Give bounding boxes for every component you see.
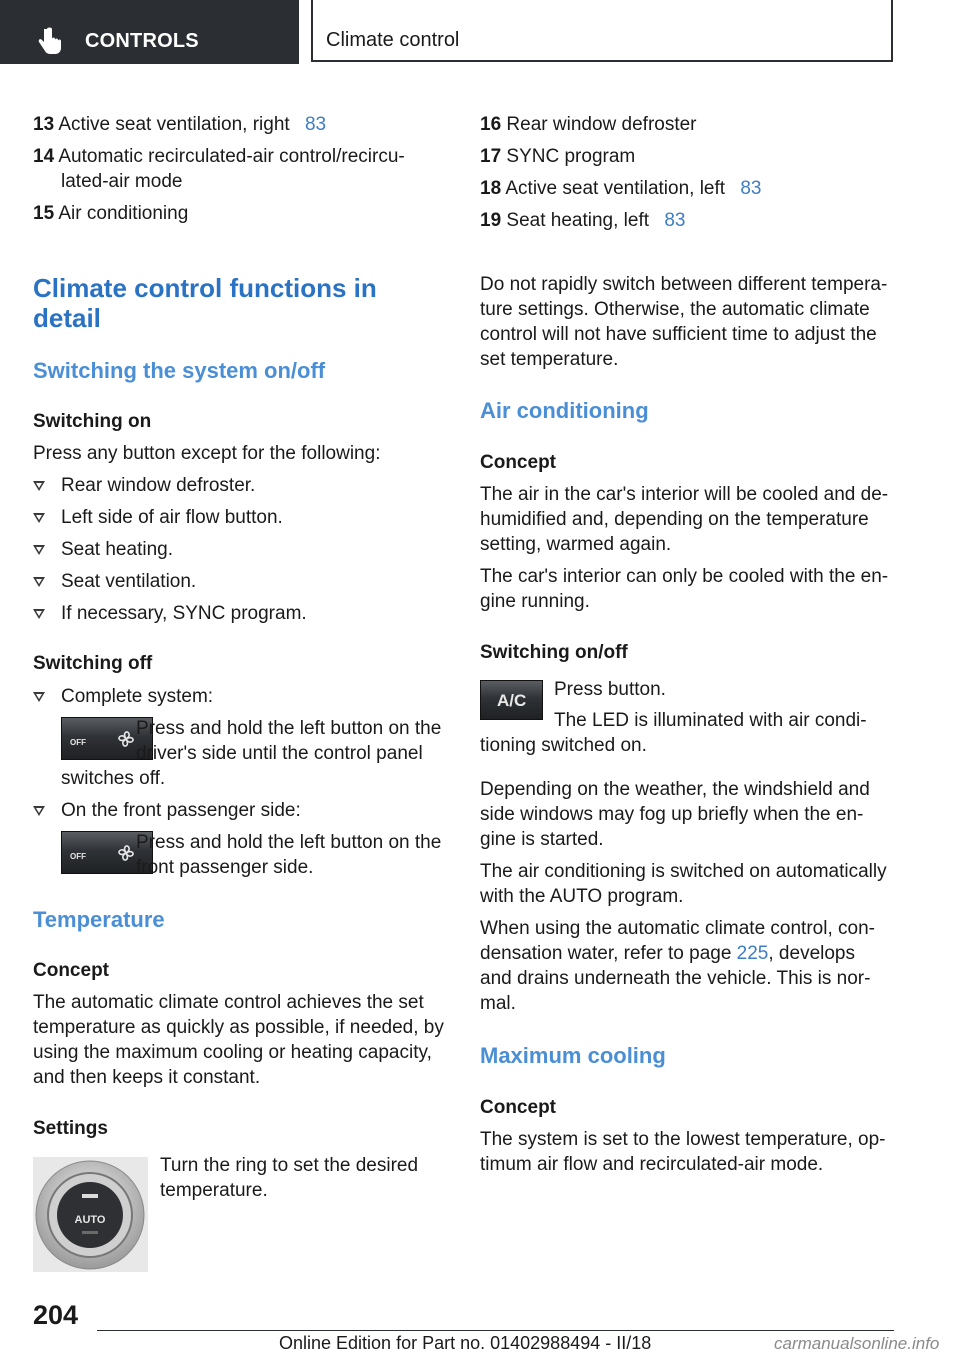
chapter-title: Climate control — [326, 29, 460, 51]
section-tab — [0, 0, 299, 64]
paragraph: gine running. — [480, 591, 590, 612]
triangle-bullet-icon — [33, 806, 45, 816]
hand-pointer-icon — [38, 27, 64, 55]
temperature-ring-image — [33, 1157, 148, 1272]
paragraph: The LED is illuminated with air condi- — [554, 710, 867, 731]
paragraph: front passenger side. — [136, 857, 314, 878]
paragraph: Press any button except for the following: — [33, 443, 381, 464]
paragraph: and drains underneath the vehicle. This is nor- — [480, 968, 871, 989]
triangle-bullet-icon — [33, 577, 45, 587]
paragraph: tioning switched on. — [480, 735, 647, 756]
subheading: Settings — [33, 1118, 108, 1139]
page-reference-link[interactable]: 83 — [304, 114, 327, 135]
knob-label: AUTO — [74, 1214, 106, 1226]
paragraph: using the maximum cooling or heating capacity, — [33, 1042, 432, 1063]
edition-text: Online Edition for Part no. 01402988494 - II/18 — [279, 1333, 652, 1353]
subheading: Switching on — [33, 411, 152, 432]
paragraph: humidified and, depending on the temperature — [480, 509, 869, 530]
subheading: Switching off — [33, 653, 153, 674]
paragraph: temperature. — [160, 1180, 268, 1201]
paragraph: Press and hold the left button on the — [136, 832, 442, 853]
list-item: 14 Automatic recirculated-air control/recircu- — [33, 146, 405, 167]
chapter-tab — [311, 0, 893, 62]
paragraph: Press and hold the left button on the — [136, 718, 442, 739]
triangle-bullet-icon — [33, 513, 45, 523]
list-item: 18 Active seat ventilation, left 83 — [480, 178, 762, 199]
ac-button-image: A/C — [480, 680, 543, 720]
off-fan-button-image: OFF — [61, 717, 153, 760]
paragraph: The car's interior can only be cooled with the en- — [480, 566, 889, 587]
list-item: 16 Rear window defroster — [480, 114, 697, 135]
subsection-heading: Temperature — [33, 907, 165, 932]
paragraph: The air conditioning is switched on automatically — [480, 861, 887, 882]
section-heading-cont: detail — [33, 303, 101, 333]
subsection-heading: Maximum cooling — [480, 1043, 666, 1068]
fan-icon — [116, 843, 136, 863]
paragraph: densation water, refer to page 225, develops — [480, 943, 855, 964]
list-item: 17 SYNC program — [480, 146, 636, 167]
subheading: Concept — [33, 960, 109, 981]
list-item: 15 Air conditioning — [33, 203, 189, 224]
fan-icon — [116, 729, 136, 749]
subheading: Concept — [480, 1097, 556, 1118]
paragraph: temperature as quickly as possible, if needed, by — [33, 1017, 444, 1038]
paragraph: switches off. — [61, 768, 166, 789]
paragraph: timum air flow and recirculated-air mode. — [480, 1154, 824, 1175]
paragraph: Turn the ring to set the desired — [160, 1155, 419, 1176]
triangle-bullet-icon — [33, 481, 45, 491]
footer-divider — [97, 1330, 894, 1331]
subsection-heading: Air conditioning — [480, 398, 649, 423]
paragraph: Depending on the weather, the windshield and — [480, 779, 870, 800]
list-item: 19 Seat heating, left 83 — [480, 210, 686, 231]
paragraph: with the AUTO program. — [480, 886, 684, 907]
paragraph: side windows may fog up briefly when the en- — [480, 804, 864, 825]
subheading: Switching on/off — [480, 642, 628, 663]
paragraph: mal. — [480, 993, 516, 1014]
paragraph: gine is started. — [480, 829, 604, 850]
page-reference-link[interactable]: 225 — [736, 943, 769, 964]
section-title: CONTROLS — [85, 30, 199, 52]
off-fan-button-image: OFF — [61, 831, 153, 874]
paragraph: set temperature. — [480, 349, 619, 370]
page-number: 204 — [33, 1300, 79, 1330]
paragraph: control will not have sufficient time to adjust the — [480, 324, 877, 345]
temperature-knob-icon — [33, 1157, 148, 1272]
paragraph: ture settings. Otherwise, the automatic climate — [480, 299, 870, 320]
paragraph: When using the automatic climate control, con- — [480, 918, 875, 939]
page-reference-link[interactable]: 83 — [664, 210, 686, 231]
triangle-bullet-icon — [33, 609, 45, 619]
paragraph: Press button. — [554, 679, 666, 700]
paragraph: and then keeps it constant. — [33, 1067, 261, 1088]
page-reference-link[interactable]: 83 — [740, 178, 762, 199]
paragraph: The air in the car's interior will be cooled and de- — [480, 484, 889, 505]
list-item-continuation: lated-air mode — [61, 171, 183, 192]
paragraph: setting, warmed again. — [480, 534, 672, 555]
subsection-heading: Switching the system on/off — [33, 358, 326, 383]
paragraph: Do not rapidly switch between different tempera- — [480, 274, 888, 295]
paragraph: The automatic climate control achieves the set — [33, 992, 424, 1013]
triangle-bullet-icon — [33, 692, 45, 702]
paragraph: The system is set to the lowest temperature, op- — [480, 1129, 886, 1150]
list-item: 13 Active seat ventilation, right 83 — [33, 114, 327, 135]
watermark: carmanualsonline.info — [774, 1334, 940, 1353]
subheading: Concept — [480, 452, 556, 473]
section-heading: Climate control functions in — [33, 273, 377, 303]
paragraph: driver's side until the control panel — [136, 743, 423, 764]
triangle-bullet-icon — [33, 545, 45, 555]
